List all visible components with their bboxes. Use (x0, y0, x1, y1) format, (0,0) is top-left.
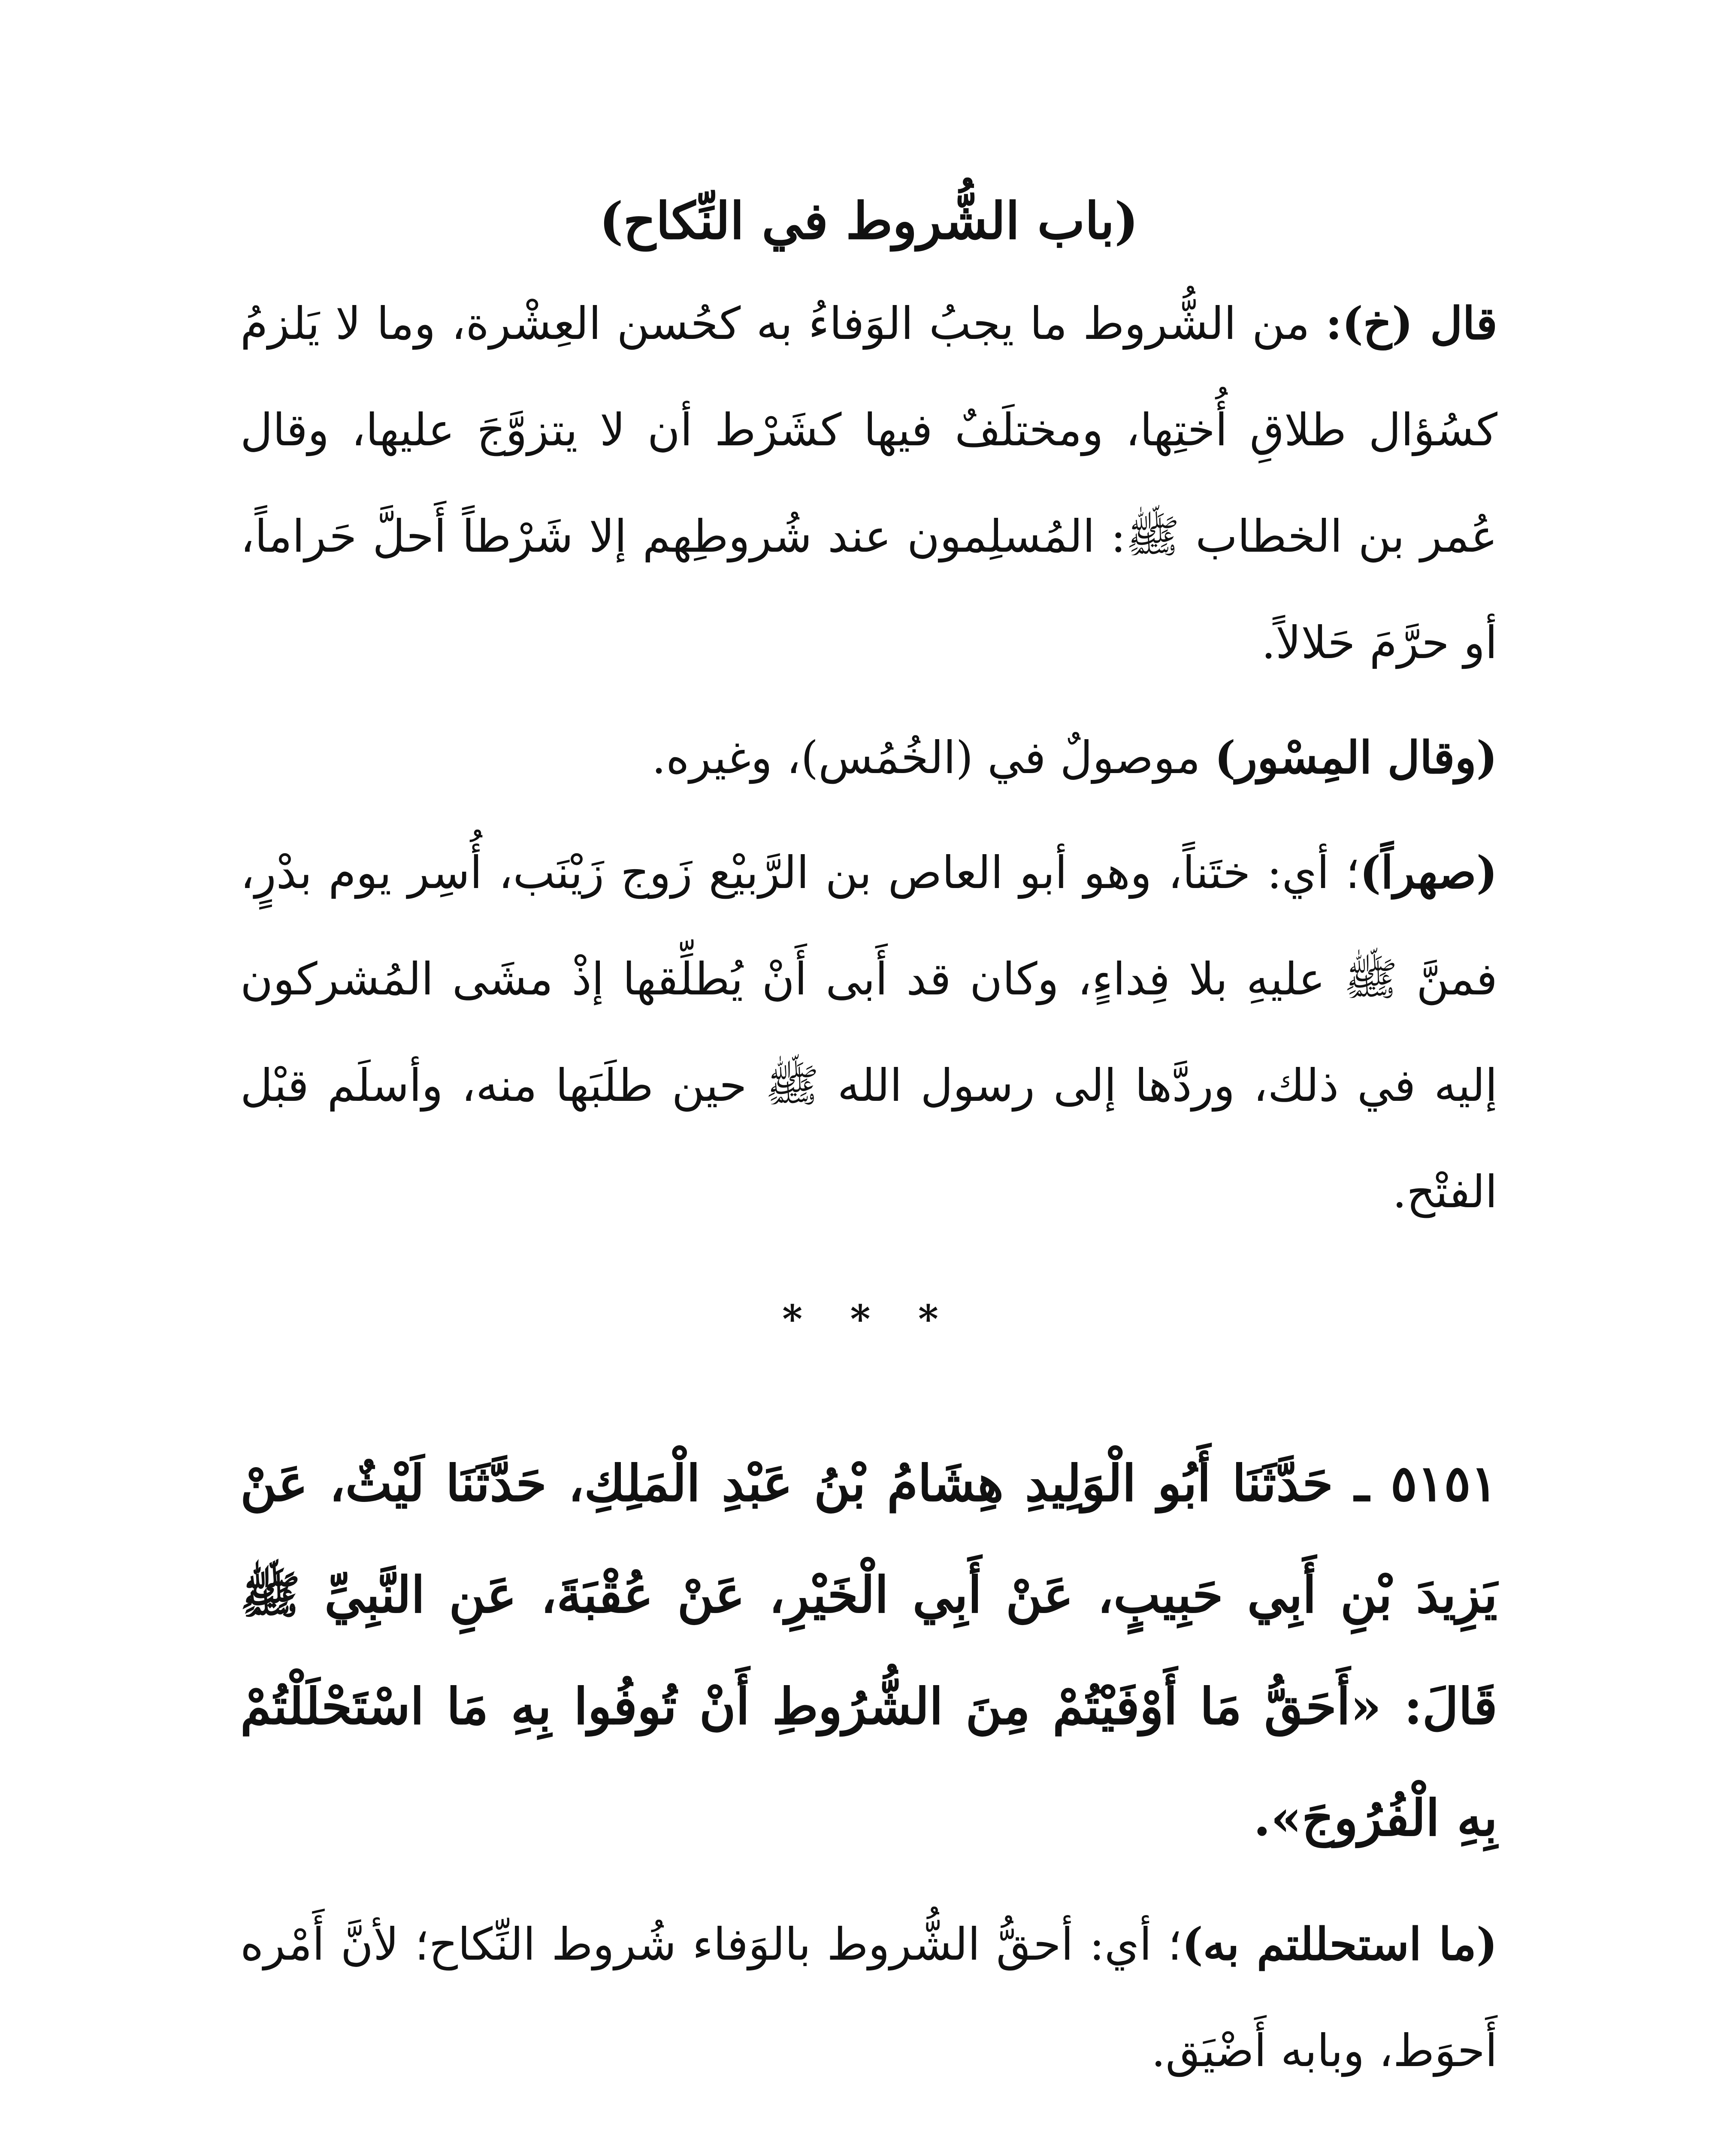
paragraph-text: ؛ أي: ختَناً، وهو أبو العاص بن الرَّبيْع زَوج زَيْنَب، أُسِر يوم بدْرٍ، فمنَّ ﷺ عليهِ بلا فِداءٍ، وكان قد أَبى أَنْ يُطلِّقها إذْ مشَى المُشركون إليه في ذلك، وردَّها إلى رسول الله ﷺ حين طلَبَها منه، وأسلَم قبْل الفتْح. (240, 846, 1497, 1218)
commentary-text: ؛ أي: أحقُّ الشُّروط بالوَفاء شُروط النِّكاح؛ لأنَّ أَمْره أَحوَط، وبابه أَضْيَق. (240, 1918, 1497, 2077)
paragraph-text: موصولٌ في (الخُمُس)، وغيره. (652, 731, 1215, 784)
commentary-paragraph (240, 1891, 1497, 2104)
paragraph-lead: قال (خ): (1325, 297, 1497, 350)
paragraph-miswar (240, 704, 1497, 811)
paragraph-conditions (240, 270, 1497, 696)
book-page (240, 189, 1497, 2145)
commentary-lead: (ما استحللتم به) (1182, 1918, 1497, 1970)
paragraph-lead: (وقال المِسْور) (1214, 731, 1497, 784)
paragraph-text: من الشُّروط ما يجبُ الوَفاءُ به كحُسن العِشْرة، وما لا يَلزمُ كسُؤال طلاقِ أُختِها، ومختلَفٌ فيها كشَرْط أن لا يتزوَّجَ عليها، وقال عُمر بن الخطاب ﷺ: المُسلِمون عند شُروطِهم إلا شَرْطاً أَحلَّ حَراماً، أو حرَّمَ حَلالاً. (240, 297, 1497, 669)
chapter-heading: (باب الشُّروط في النِّكاح) (599, 191, 1139, 251)
paragraph-lead: (صهراً) (1360, 846, 1497, 899)
paragraph-sihr (240, 819, 1497, 1245)
section-separator: * * * (782, 1296, 956, 1342)
hadith-text: ٥١٥١ ـ حَدَّثَنَا أَبُو الْوَلِيدِ هِشَامُ بْنُ عَبْدِ الْمَلِكِ، حَدَّثَنَا لَيْثٌ، عَنْ يَزِيدَ بْنِ أَبِي حَبِيبٍ، عَنْ أَبِي الْخَيْرِ، عَنْ عُقْبَةَ، عَنِ النَّبِيِّ ﷺ قَالَ: «أَحَقُّ مَا أَوْفَيْتُمْ مِنَ الشُّرُوطِ أَنْ تُوفُوا بِهِ مَا اسْتَحْلَلْتُمْ بِهِ الْفُرُوجَ». (240, 1454, 1497, 1847)
